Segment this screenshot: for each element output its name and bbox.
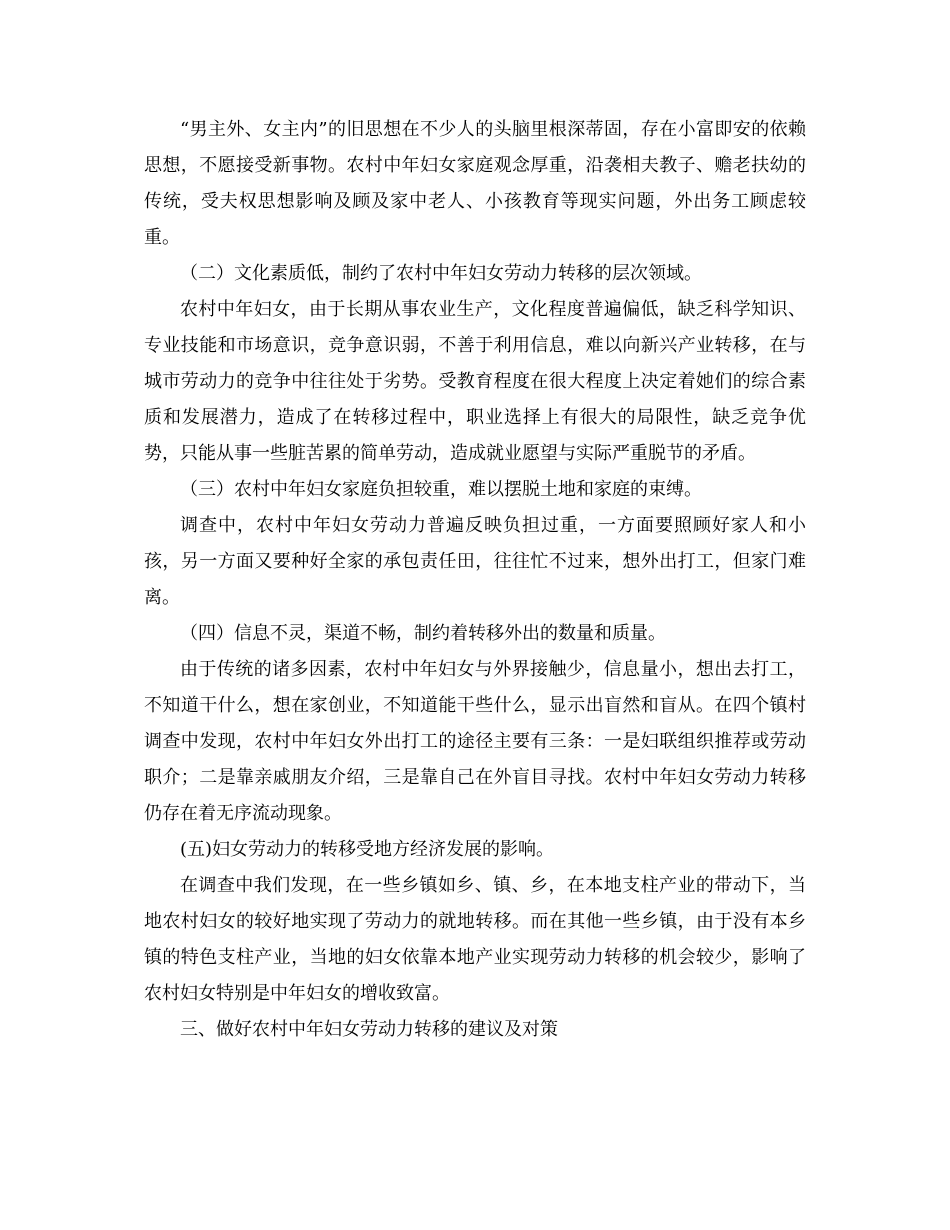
paragraph-family-burden: 调查中，农村中年妇女劳动力普遍反映负担过重，一方面要照顾好家人和小孩，另一方面又要种好全家的承包责任田，往往忙不过来，想外出打工，但家门难离。 xyxy=(144,515,806,608)
heading-information: （四）信息不灵，渠道不畅，制约着转移外出的数量和质量。 xyxy=(180,623,666,644)
heading-cultural-quality: （二）文化素质低，制约了农村中年妇女劳动力转移的层次领域。 xyxy=(180,263,702,284)
paragraph-cultural-quality: 农村中年妇女，由于长期从事农业生产，文化程度普遍偏低，缺乏科学知识、专业技能和市场意识，竞争意识弱，不善于利用信息，难以向新兴产业转移，在与城市劳动力的竞争中往往处于劣势。受教育程度在很大程度上决定着她们的综合素质和发展潜力，造成了在转移过程中，职业选择上有很大的局限性，缺乏竞争优势，只能从事一些脏苦累的简单劳动，造成就业愿望与实际严重脱节的矛盾。 xyxy=(144,299,806,464)
paragraph-information: 由于传统的诸多因素，农村中年妇女与外界接触少，信息量小，想出去打工，不知道干什么，想在家创业，不知道能干些什么，显示出盲然和盲从。在四个镇村调查中发现，农村中年妇女外出打工的途径主要有三条：一是妇联组织推荐或劳动职介；二是靠亲戚朋友介绍，三是靠自己在外盲目寻找。农村中年妇女劳动力转移仍存在着无序流动现象。 xyxy=(144,659,806,824)
heading-suggestions: 三、做好农村中年妇女劳动力转移的建议及对策 xyxy=(180,1019,558,1040)
heading-family-burden: （三）农村中年妇女家庭负担较重，难以摆脱土地和家庭的束缚。 xyxy=(180,479,702,500)
document-body xyxy=(144,112,806,1048)
paragraph-local-economy: 在调查中我们发现，在一些乡镇如乡、镇、乡，在本地支柱产业的带动下，当地农村妇女的较好地实现了劳动力的就地转移。而在其他一些乡镇，由于没有本乡镇的特色支柱产业，当地的妇女依靠本地产业实现劳动力转移的机会较少，影响了农村妇女特别是中年妇女的增收致富。 xyxy=(144,875,806,1004)
heading-local-economy: (五)妇女劳动力的转移受地方经济发展的影响。 xyxy=(180,839,555,860)
paragraph-traditional-thinking: “男主外、女主内”的旧思想在不少人的头脑里根深蒂固，存在小富即安的依赖思想，不愿接受新事物。农村中年妇女家庭观念厚重，沿袭相夫教子、赡老扶幼的传统，受夫权思想影响及顾及家中老人、小孩教育等现实问题，外出务工顾虑较重。 xyxy=(144,119,806,248)
